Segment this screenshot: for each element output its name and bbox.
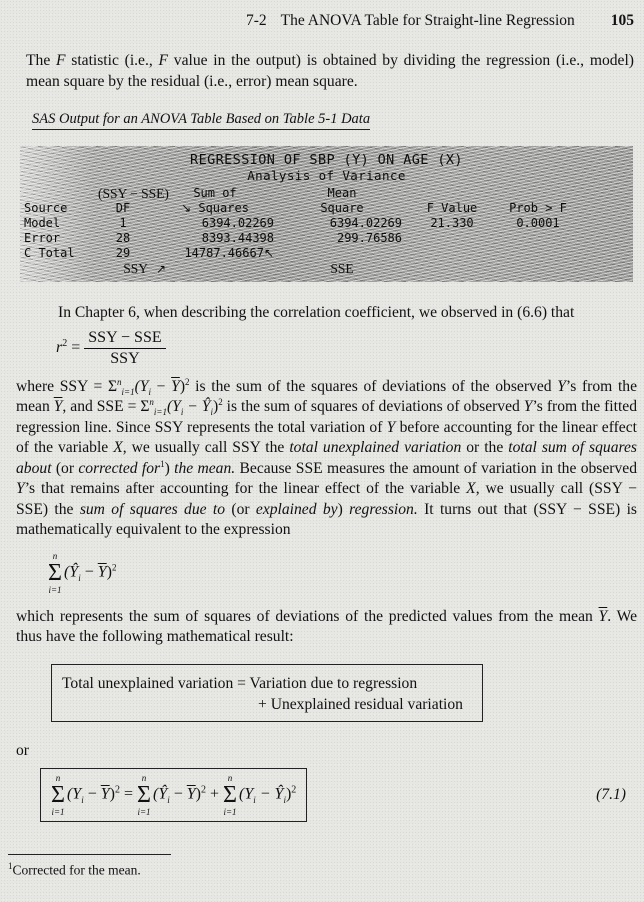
row-model-f: 21.330 xyxy=(430,216,474,230)
text: The xyxy=(26,52,56,69)
footnote-mark: 1 xyxy=(8,860,13,871)
intro-paragraph xyxy=(26,51,634,92)
sas-title: REGRESSION OF SBP (Y) ON AGE (X) xyxy=(190,152,463,168)
header-sum-of: Sum of xyxy=(193,186,237,200)
header-f-value: F Value xyxy=(426,201,478,215)
equation-row xyxy=(40,768,636,822)
y-bar: $\overline{Y}$ xyxy=(598,607,608,625)
header-spacer xyxy=(502,186,574,201)
row-error-p xyxy=(502,231,574,246)
arrow-down-right-icon: ↘ xyxy=(181,201,192,215)
expr: (Ŷ xyxy=(152,785,168,803)
sum-upper: n xyxy=(52,550,58,561)
paren: ) xyxy=(109,785,115,803)
sigma-icon: Σ xyxy=(137,781,151,808)
denominator: SSY xyxy=(110,349,140,367)
sas-output-block xyxy=(20,146,633,282)
sum-lower: i=1 xyxy=(223,806,237,817)
exponent: 2 xyxy=(185,376,190,387)
header-source: Source xyxy=(24,201,68,215)
paren: ) xyxy=(195,785,201,803)
row-error-source: Error xyxy=(24,231,61,245)
term-regression: regression. xyxy=(349,500,418,518)
text: before accounting for the linear effect of the variable xyxy=(16,418,637,456)
sas-output-caption: SAS Output for an ANOVA Table Based on Table 5-1 Data xyxy=(32,111,370,130)
term-sum-of-squares-due-to: sum of squares due to xyxy=(79,500,226,518)
result-line-2: + Unexplained residual variation xyxy=(258,695,463,713)
minus: − xyxy=(80,563,98,581)
y-bar: $\overline{Y}$ xyxy=(100,785,110,803)
text: ) xyxy=(337,500,350,518)
f-symbol: F xyxy=(55,52,66,69)
row-error-df: 28 xyxy=(115,231,131,245)
sum-lower: i=1 xyxy=(48,584,62,595)
header-squares: Squares xyxy=(198,201,249,215)
annotation-spacer xyxy=(24,261,90,277)
text: Because SSE measures the amount of variation in the observed xyxy=(235,459,638,477)
footnote-rule xyxy=(8,854,171,855)
y-bar: $\overline{Y}$ xyxy=(97,563,107,581)
expr: (Y xyxy=(134,377,149,395)
expr: (Y xyxy=(66,785,82,803)
sas-subtitle: Analysis of Variance xyxy=(247,168,406,183)
term-explained-by: explained by xyxy=(255,500,338,518)
sum-upper: n xyxy=(55,772,61,783)
y-bar: $\overline{Y}$ xyxy=(53,398,63,415)
paren: ) xyxy=(285,785,292,803)
header-prob: Prob > F xyxy=(509,201,567,215)
exponent: 2 xyxy=(114,783,120,795)
annotation-ssy: SSY xyxy=(123,261,148,276)
paren: ) xyxy=(212,398,219,415)
x-symbol: X xyxy=(466,480,476,497)
subscript: i xyxy=(210,407,213,418)
section-title: The ANOVA Table for Straight-line Regression xyxy=(280,12,575,29)
sum-upper: n xyxy=(227,772,233,783)
summation-2 xyxy=(137,773,151,817)
text: , we usually call SSY the xyxy=(122,439,290,456)
sigma-icon: Σ xyxy=(48,559,62,586)
row-model-source: Model xyxy=(24,216,61,230)
y-symbol: Y xyxy=(386,418,396,436)
subscript: i xyxy=(253,794,256,805)
text: or the xyxy=(461,439,509,456)
text: (or xyxy=(225,500,256,518)
row-model-ms: 6394.02269 xyxy=(329,216,402,230)
or-label: or xyxy=(16,741,29,759)
annotation-arrow-cell xyxy=(156,261,274,277)
result-box xyxy=(51,664,483,722)
term-total-unexplained-variation: total unexplained variation xyxy=(289,439,462,456)
result-line-1: Total unexplained variation = Variation due to regression xyxy=(62,674,418,692)
exponent: 2 xyxy=(201,783,206,795)
row-total-p xyxy=(502,246,574,261)
footnote-marker: 1 xyxy=(160,458,165,469)
term-the-mean: the mean. xyxy=(174,459,236,477)
row-error-ms: 299.76586 xyxy=(336,231,402,245)
x-symbol: X xyxy=(113,439,123,456)
text: where SSY = xyxy=(16,377,108,395)
sigma-icon: Σ xyxy=(51,781,65,808)
text: ) xyxy=(164,459,175,477)
exponent: 2 xyxy=(111,561,117,572)
term-corrected-for: corrected for xyxy=(78,459,161,477)
row-total-f xyxy=(410,246,494,261)
minus: − xyxy=(83,785,101,803)
subscript: i xyxy=(148,386,151,397)
header-square: Square xyxy=(320,201,364,215)
arrow-up-right-icon: ↗ xyxy=(156,262,167,276)
exponent: 2 xyxy=(291,783,297,795)
term-total-sum-of-squares: total sum of squares about xyxy=(16,439,637,477)
sum-upper: n xyxy=(117,376,122,387)
sum-expression xyxy=(48,551,636,595)
sum-upper: n xyxy=(141,772,147,783)
page-number: 105 xyxy=(610,12,634,29)
definitions-paragraph xyxy=(16,377,637,541)
text: which represents the sum of squares of deviations of the predicted values from the mean xyxy=(16,607,599,625)
equals-sign: = xyxy=(71,338,81,356)
section-number: 7-2 xyxy=(245,12,267,29)
arrow-up-left-icon: ↖ xyxy=(263,246,274,260)
text: ’s that remains after accounting for the linear effect of the variable xyxy=(24,480,467,497)
text: is the sum of the squares of deviations of the observed xyxy=(189,377,558,395)
subscript: i xyxy=(167,794,170,805)
row-error-ss: 8393.44398 xyxy=(201,231,274,245)
equation-7-1 xyxy=(40,768,307,822)
annotation-ssy-minus-sse: (SSY − SSE) xyxy=(98,186,169,201)
text: . We thus have the following mathematical result: xyxy=(16,607,637,645)
numerator: SSY − SSE xyxy=(84,328,165,349)
text: value in the output) is obtained by dividing the regression (i.e., model) mean square by the residual (i.e., error) mean square. xyxy=(26,52,634,90)
header-mean: Mean xyxy=(327,186,357,200)
equals-sign: = xyxy=(119,785,138,803)
r-exponent: 2 xyxy=(62,337,68,349)
row-total-ss: 14787.46667 xyxy=(184,246,264,260)
minus: − xyxy=(169,785,187,803)
row-model-ss: 6394.02269 xyxy=(201,216,274,230)
which-paragraph xyxy=(16,607,637,648)
annotation-spacer xyxy=(502,261,574,277)
row-error-f xyxy=(410,231,494,246)
y-bar: $\overline{Y}$ xyxy=(186,785,196,803)
y-hat: − Ŷ xyxy=(255,785,284,803)
expr: (Y xyxy=(239,785,254,803)
anova-table xyxy=(24,186,629,277)
footnote xyxy=(8,861,636,879)
y-symbol: Y xyxy=(16,480,25,497)
row-model-df: 1 xyxy=(119,216,127,230)
running-header xyxy=(16,12,636,30)
text: is the sum of squares of deviations of observed xyxy=(222,398,524,415)
y-symbol: Y xyxy=(523,398,533,415)
paren: ) xyxy=(106,563,112,581)
minus: − xyxy=(150,377,172,395)
subscript: i xyxy=(78,572,81,583)
text: (or xyxy=(51,459,79,477)
header-spacer xyxy=(24,186,90,201)
expr: (Ŷ xyxy=(63,563,79,581)
sum-lower: i=1 xyxy=(121,386,135,397)
annotation-ssy-cell xyxy=(98,261,148,277)
text: ’s from the fitted regression line. Since SSY represents the total variation of xyxy=(16,398,637,436)
summation-3 xyxy=(223,773,237,817)
sum-symbol: Σ xyxy=(140,398,150,415)
plus-sign: + xyxy=(206,785,224,803)
y-bar: $\overline{Y}$ xyxy=(171,377,180,395)
y-symbol: Y xyxy=(557,377,566,395)
exponent: 2 xyxy=(218,396,223,407)
r-symbol: r xyxy=(56,338,63,356)
sigma-icon: Σ xyxy=(223,781,237,808)
subscript: i xyxy=(283,794,286,805)
header-df: DF xyxy=(115,201,131,215)
text: statistic (i.e., xyxy=(65,52,159,69)
row-total-df: 29 xyxy=(115,246,131,260)
subscript: i xyxy=(81,794,84,805)
expr: (Y xyxy=(166,398,181,415)
annotation-sse: SSE xyxy=(330,261,354,276)
text: ’s from the mean xyxy=(16,377,638,415)
y-hat: − Ŷ xyxy=(183,398,211,415)
fraction xyxy=(84,328,165,369)
r-squared-equation xyxy=(56,328,636,369)
paren: ) xyxy=(179,377,186,395)
annotation-spacer xyxy=(410,261,494,277)
equation-number: (7.1) xyxy=(596,785,626,803)
f-symbol: F xyxy=(158,52,169,69)
text: It turns out that (SSY − SSE) is mathematically equivalent to the expression xyxy=(16,500,637,538)
sum-upper: n xyxy=(149,396,154,407)
summation xyxy=(48,551,62,595)
row-total-ss-cell xyxy=(156,246,274,261)
row-total-source: C Total xyxy=(24,246,75,260)
footnote-text: Corrected for the mean. xyxy=(12,862,141,878)
sum-symbol: Σ xyxy=(107,377,118,395)
row-model-p: 0.0001 xyxy=(516,216,560,230)
header-squares-cell xyxy=(156,201,274,216)
sum-lower: i=1 xyxy=(137,806,151,817)
sum-lower: i=1 xyxy=(51,806,65,817)
text: , and SSE = xyxy=(62,398,141,415)
sas-caption-wrapper xyxy=(32,110,636,130)
row-total-ms xyxy=(282,246,402,261)
header-spacer xyxy=(410,186,494,201)
summation-1 xyxy=(51,773,65,817)
subscript: i xyxy=(180,407,184,418)
text: , we usually call (SSY − SSE) the xyxy=(16,480,638,518)
sum-lower: i=1 xyxy=(153,407,167,418)
chapter-paragraph: In Chapter 6, when describing the correlation coefficient, we observed in (6.6) that xyxy=(58,304,575,321)
